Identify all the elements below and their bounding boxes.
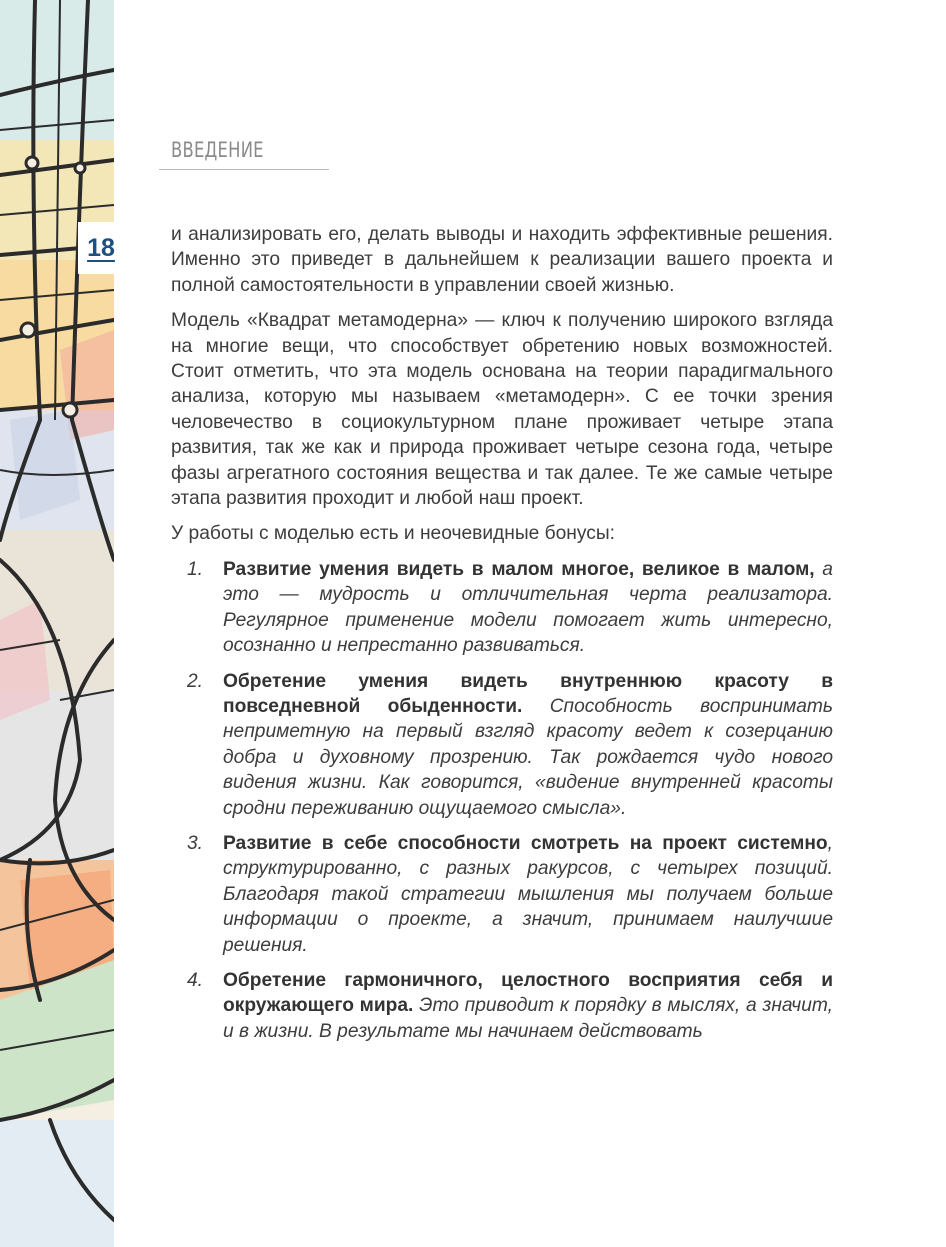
decorative-stained-glass-art [0, 0, 114, 1247]
list-item-italic: а это — мудрость и отличительная черта реализатора. Регулярное применение модели помогает жить интересно, осознанно и непрестанно развиваться. [223, 558, 833, 657]
list-item-italic: Способность воспринимать неприметную на первый взгляд красоту ведет к созерцанию добра и духовному прозрению. Так рождается чудо нового видения жизни. Как говорится, «видение внутренней красоты сродни переживанию ощущаемого смысла». [223, 695, 833, 819]
art-illustration [0, 0, 114, 1247]
page-number: 18 [87, 233, 115, 262]
list-item-bold: Обретение гармоничного, целостного восприятия себя и окружающего мира. [223, 969, 833, 1017]
list-item-bold: Развитие умения видеть в малом многое, великое в малом, [223, 558, 815, 580]
section-title: ВВЕДЕНИЕ [171, 138, 264, 162]
paragraph: Модель «Квадрат метамодерна» — ключ к получению широкого взгляда на многие вещи, что способствует обретению новых возможностей. Стоит отметить, что эта модель основана на теории парадигмального анализа, которую мы называем «метамодерн». С ее точки зрения человечество в социокультурном плане проживает четыре этапа развития, так же как и природа проживает четыре сезона года, четыре фазы агрегатного состояния вещества и так далее. Те же самые четыре этапа развития проходит и любой наш проект. [171, 310, 833, 510]
bonus-list [171, 557, 833, 1044]
list-number: 4. [187, 969, 204, 991]
list-item [171, 831, 833, 958]
list-number: 3. [187, 832, 204, 854]
list-number: 2. [187, 670, 204, 692]
section-divider [159, 169, 329, 170]
body-text [171, 222, 833, 1054]
list-item-italic: , структурированно, с разных ракурсов, с четырех позиций. Благодаря такой стратегии мышления мы получаем больше информации о проекте, а значит, принимаем наилучшие решения. [223, 832, 833, 956]
list-item [171, 669, 833, 821]
paragraph: У работы с моделью есть и неочевидные бонусы: [171, 523, 615, 545]
list-item-italic: Это приводит к порядку в мыслях, а значит, и в жизни. В результате мы начинаем действовать [223, 995, 833, 1042]
page-number-box [78, 222, 124, 274]
list-number: 1. [187, 558, 204, 580]
paragraph: и анализировать его, делать выводы и находить эффективные решения. Именно это приведет в дальнейшем к реализации вашего проекта и полной самостоятельности в управлении своей жизнью. [171, 224, 833, 296]
list-item-bold: Обретение умения видеть внутреннюю красоту в повседневной обыденности. [223, 670, 833, 717]
list-item [171, 968, 833, 1044]
list-item [171, 557, 833, 659]
list-item-bold: Развитие в себе способности смотреть на проект системно [223, 832, 828, 854]
